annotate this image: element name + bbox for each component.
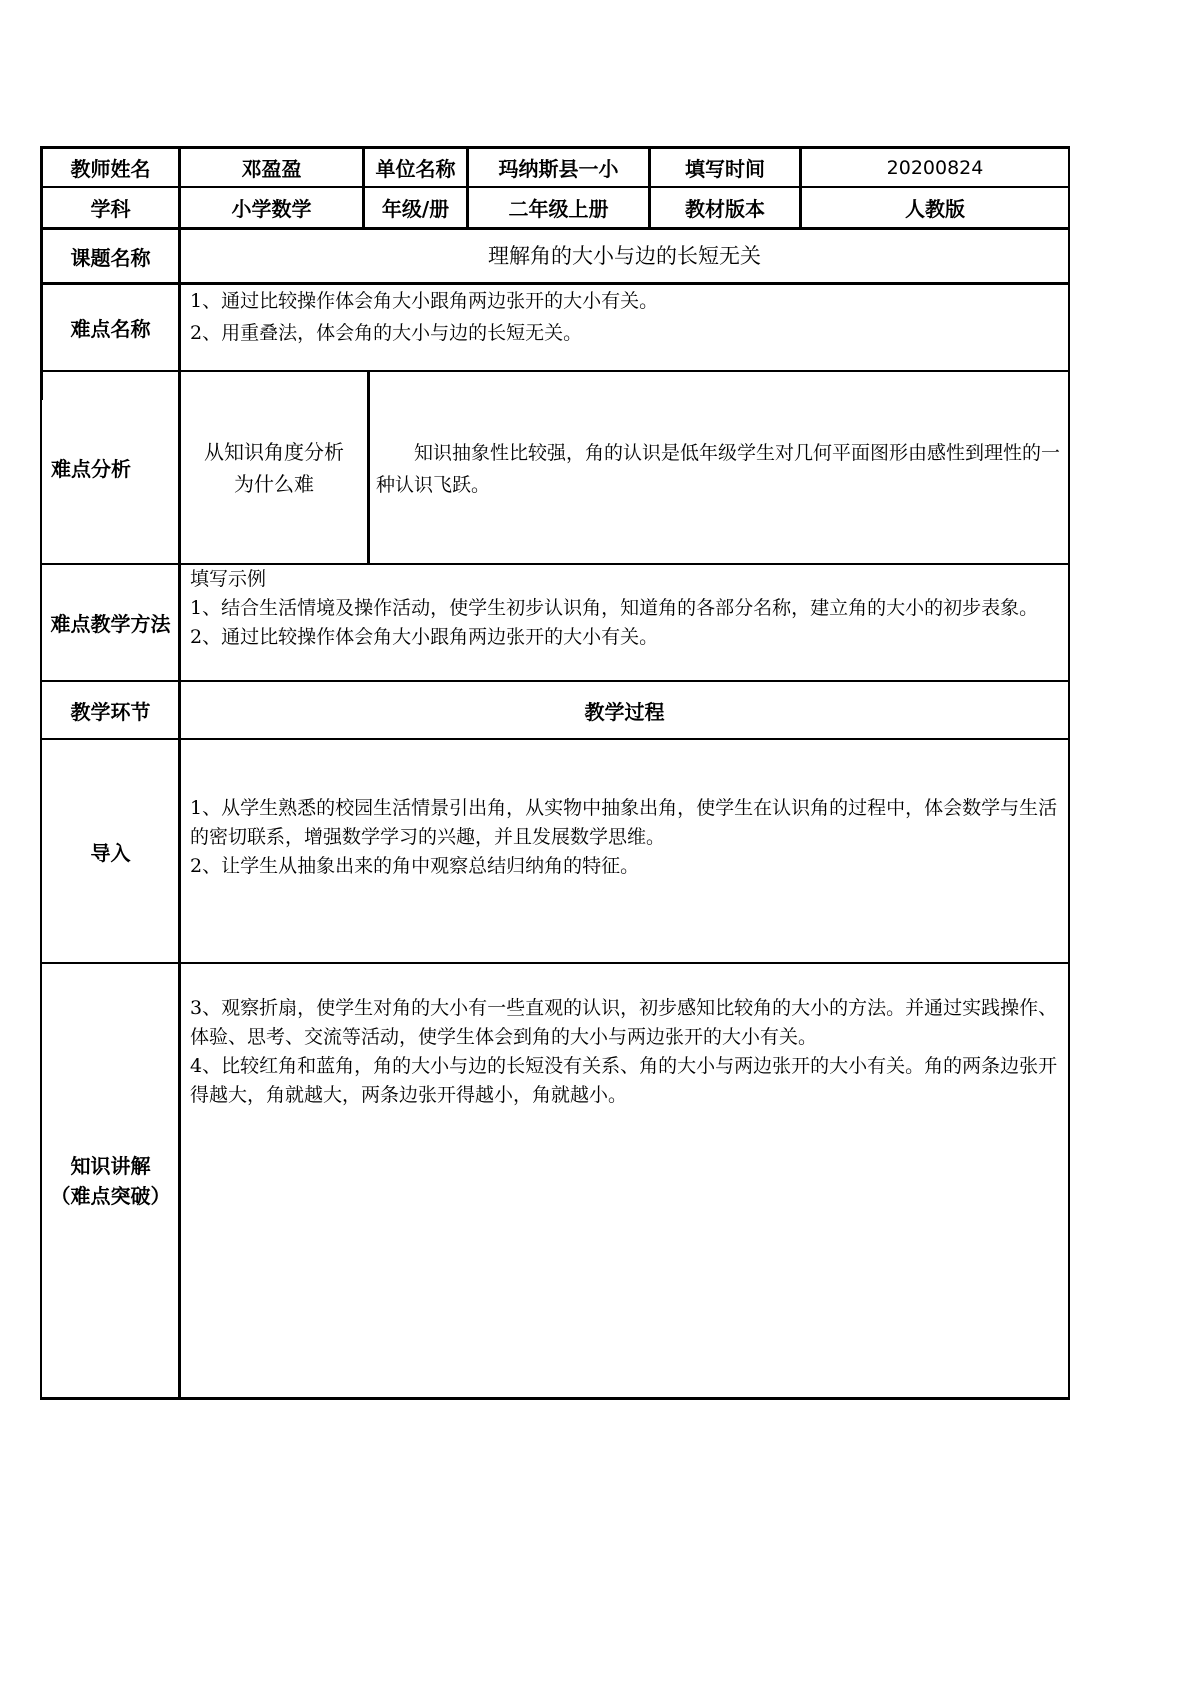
intro-label: 导入 (90, 840, 131, 865)
fill-date-value: 20200824 (886, 156, 984, 179)
explain-label (43, 964, 178, 1397)
intro-line: 1、从学生熟悉的校园生活情景引出角，从实物中抽象出角，使学生在认识角的过程中，体会数学与生活的密切联系，增强数学学习的兴趣，并且发展数学思维。 (190, 797, 1058, 848)
analysis-text: 知识抽象性比较强，角的认识是低年级学生对几何平面图形由感性到理性的一种认识飞跃。 (376, 442, 1061, 496)
teacher-name-label: 教师姓名 (70, 157, 151, 181)
subject-value: 小学数学 (231, 197, 312, 221)
method-line: 填写示例 (190, 568, 267, 590)
edition-value: 人教版 (905, 197, 965, 221)
explain-line: 3、观察折扇，使学生对角的大小有一些直观的认识，初步感知比较角的大小的方法。并通过实践操作、体验、思考、交流等活动，使学生体会到角的大小与两边张开的大小有关。 (190, 997, 1058, 1048)
explain-label-line1: 知识讲解 (70, 1153, 151, 1178)
unit-name-value: 玛纳斯县一小 (498, 157, 619, 181)
intro-line: 2、让学生从抽象出来的角中观察总结归纳角的特征。 (190, 855, 640, 877)
topic-label: 课题名称 (70, 245, 151, 270)
teacher-name-value: 邓盈盈 (241, 157, 302, 181)
grade-label: 年级/册 (381, 197, 450, 221)
difficulty-label: 难点名称 (70, 317, 151, 341)
method-line: 1、结合生活情境及操作活动，使学生初步认识角，知道角的各部分名称，建立角的大小的初步表象。 (190, 597, 1039, 619)
subject-label: 学科 (90, 197, 131, 221)
method-line: 2、通过比较操作体会角大小跟角两边张开的大小有关。 (190, 626, 659, 648)
method-label: 难点教学方法 (50, 612, 171, 636)
explain-label-line2: （难点突破） (50, 1183, 171, 1208)
topic-value: 理解角的大小与边的长短无关 (488, 244, 761, 268)
difficulty-text (190, 285, 1060, 370)
difficulty-line: 2、用重叠法，体会角的大小与边的长短无关。 (190, 322, 583, 344)
intro-text (190, 794, 1060, 881)
explain-line: 4、比较红角和蓝角，角的大小与边的长短没有关系、角的大小与两边张开的大小有关。角的两条边张开得越大，角就越大，两条边张开得越小，角就越小。 (190, 1055, 1058, 1106)
process-step-label: 教学环节 (70, 699, 151, 724)
difficulty-line: 1、通过比较操作体会角大小跟角两边张开的大小有关。 (190, 290, 659, 312)
fill-date-label: 填写时间 (685, 157, 765, 181)
analysis-label: 难点分析 (51, 457, 131, 481)
grade-value: 二年级上册 (508, 197, 609, 221)
method-text (190, 565, 1060, 652)
unit-name-label: 单位名称 (375, 157, 456, 181)
edition-label: 教材版本 (685, 197, 765, 221)
process-header: 教学过程 (584, 699, 665, 724)
explain-text (190, 994, 1060, 1110)
analysis-sub-label: 从知识角度分析为什么难 (204, 439, 344, 496)
